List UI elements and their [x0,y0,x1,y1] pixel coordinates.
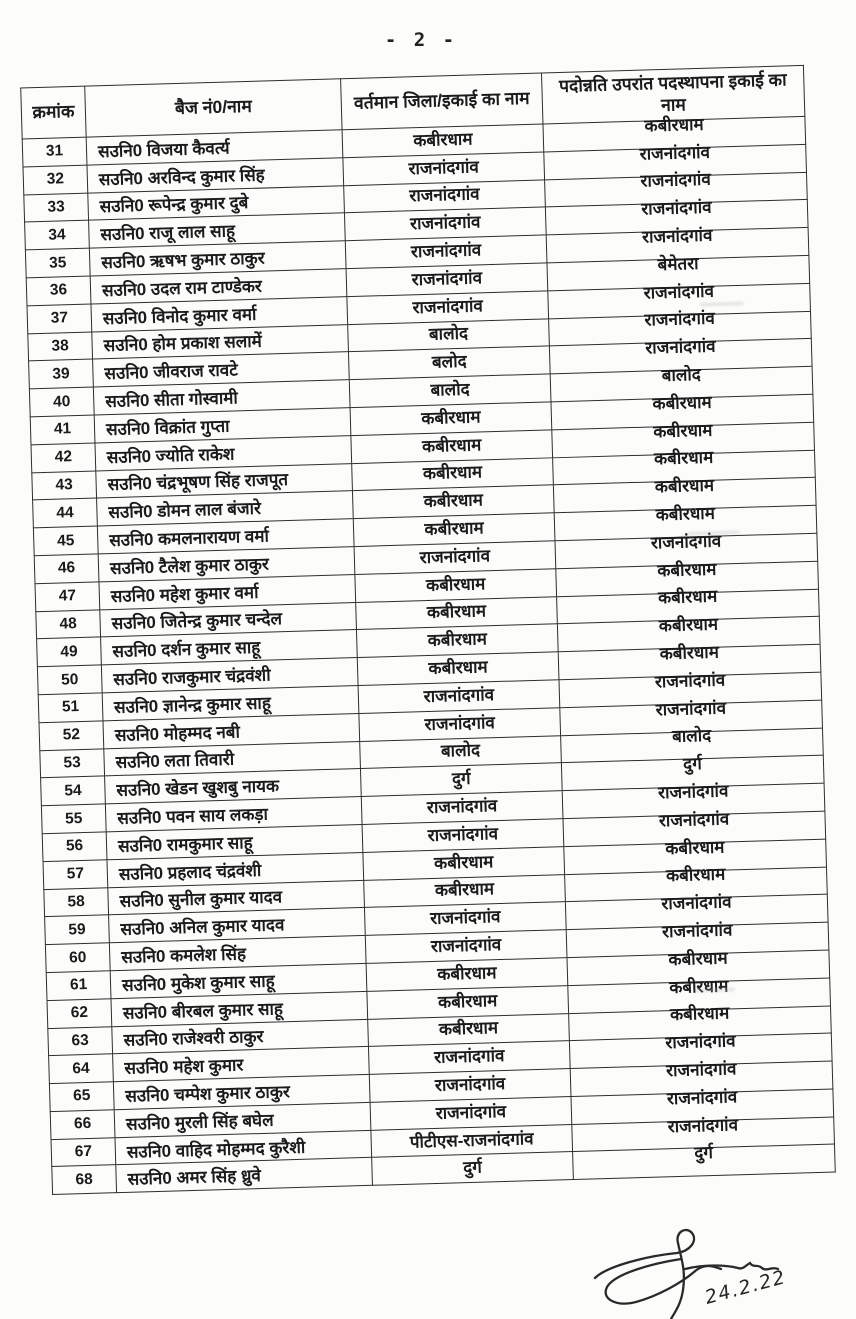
name-cell-text: सउनि0 महेश कुमार वर्मा [110,582,259,606]
name-cell-text: सउनि0 ऋषभ कुमार ठाकुर [101,248,265,273]
posting-unit-cell-text: राजनांदगांव [658,809,730,831]
posting-unit-cell-text: बेमेतरा [657,253,699,275]
page-number: - 2 - [384,29,458,51]
current-unit-cell-text: कबीरधाम [437,990,498,1012]
serial-cell [41,776,106,806]
name-cell-text: सउनि0 अमर सिंह ध्रुवे [127,1166,262,1190]
serial-cell [44,887,109,917]
current-unit-cell-text: पीटीएस-राजनांदगांव [409,1128,534,1152]
name-cell-text: सउनि0 डोमन लाल बंजारे [108,498,262,523]
serial-cell [23,165,88,195]
serial-cell-text: 46 [57,559,76,577]
serial-cell [24,193,89,223]
serial-cell [39,721,104,751]
serial-cell-text: 66 [73,1115,92,1133]
posting-unit-cell-text: राजनांदगांव [655,698,727,720]
serial-cell-text: 40 [52,392,71,411]
posting-unit-cell-text: कबीरधाम [654,475,715,497]
serial-cell [40,748,105,778]
posting-unit-cell-text: कबीरधाम [653,420,713,442]
serial-cell [36,609,101,639]
serial-cell-text: 35 [48,253,67,272]
serial-cell-text: 48 [59,615,78,633]
name-cell-text: सउनि0 अरविन्द कुमार सिंह [98,165,265,189]
serial-cell-text: 38 [51,337,70,355]
name-cell-text: सउनि0 रूपेन्द्र कुमार दुबे [99,193,249,217]
posting-unit-cell-text: राजनांदगांव [640,170,712,192]
current-unit-cell-text: राजनांदगांव [409,184,480,206]
current-unit-cell-text: कबीरधाम [424,518,484,540]
serial-cell [37,637,102,667]
serial-cell [30,415,95,445]
serial-cell [51,1137,116,1167]
current-unit-cell-text: राजनांदगांव [424,712,496,734]
header-badge-name: बैज नं0/नाम [85,79,342,137]
name-cell-text: सउनि0 महेश कुमार [124,1055,244,1079]
current-unit-cell-text: राजनांदगांव [411,268,483,290]
posting-unit-cell-text: राजनांदगांव [654,670,726,692]
serial-cell [31,443,96,473]
current-unit-cell-text: कबीरधाम [437,962,497,984]
serial-cell-text: 31 [45,142,64,161]
name-cell-text: सउनि0 कमलेश सिंह [121,944,247,967]
posting-unit-cell-text: कबीरधाम [657,587,718,608]
posting-unit-cell-text: राजनांदगांव [657,781,729,803]
posting-unit-cell-text: कबीरधाम [659,642,720,664]
current-unit-cell [372,1152,574,1186]
serial-cell-text: 63 [71,1031,90,1050]
serial-cell-text: 68 [75,1170,94,1189]
posting-unit-cell-text: राजनांदगांव [643,281,715,303]
serial-cell [25,248,90,278]
posting-unit-cell-text: कबीरधाम [657,559,717,580]
current-unit-cell-text: राजनांदगांव [426,796,498,818]
serial-cell-text: 33 [47,198,66,216]
serial-cell [49,1054,114,1084]
name-cell-text: सउनि0 पवन साय लकड़ा [117,804,269,829]
promotion-posting-table [20,65,835,1195]
name-cell-text: सउनि0 जितेन्द्र कुमार चन्देल [111,609,283,634]
serial-cell-text: 37 [50,309,69,327]
posting-unit-cell-text: राजनांदगांव [650,531,722,553]
serial-cell [28,332,93,362]
posting-unit-cell-text: राजनांदगांव [667,1114,739,1136]
current-unit-cell-text: कबीरधाम [423,490,484,512]
current-unit-cell-text: कबीरधाम [433,851,494,873]
posting-unit-cell-text: राजनांदगांव [644,309,716,331]
serial-cell-text: 51 [61,698,80,716]
name-cell-text: सउनि0 उदल राम टाण्डेकर [101,276,263,301]
serial-cell-text: 67 [74,1142,93,1161]
name-cell-text: सउनि0 लता तिवारी [115,750,235,773]
current-unit-cell-text: कबीरधाम [434,879,495,901]
name-cell-text: सउनि0 सुनील कुमार यादव [119,887,283,912]
current-unit-cell-text: कबीरधाम [438,1018,499,1040]
serial-cell-text: 34 [48,226,66,244]
serial-cell [50,1110,115,1140]
name-cell-text: सउनि0 राजू लाल साहू [100,221,236,245]
posting-unit-cell-text: कबीरधाम [668,948,728,969]
current-unit-cell-text: बालोद [430,379,470,400]
name-cell-text: सउनि0 खेडन खुशबु नायक [116,776,280,801]
serial-cell-text: 54 [64,781,82,800]
signature-date: 24.2.22 [702,1266,789,1309]
posting-unit-cell-text: राजनांदगांव [665,1031,736,1053]
serial-cell-text: 58 [67,892,86,911]
serial-cell [45,915,110,945]
signature-mark [585,1228,840,1319]
name-cell [116,1158,373,1193]
serial-cell-text: 57 [66,865,85,883]
posting-unit-cell-text: राजनांदगांव [665,1059,737,1081]
name-cell-text: सउनि0 मोहम्मद नबी [114,722,241,745]
posting-unit-cell-text: बालोद [671,726,712,747]
name-cell-text: सउनि0 अनिल कुमार यादव [120,915,285,940]
current-unit-cell-text: राजनांदगांव [435,1101,507,1123]
serial-cell-text: 41 [53,420,72,439]
current-unit-cell-text: बालोद [440,740,481,762]
serial-cell [46,971,111,1001]
serial-cell [27,304,92,334]
serial-cell [48,1026,113,1056]
current-unit-cell-text: राजनांदगांव [419,546,491,568]
serial-cell-text: 45 [56,531,75,550]
posting-unit-cell-text: राजनांदगांव [639,142,711,164]
serial-cell [29,387,94,417]
name-cell-text: सउनि0 विक्रांत गुप्ता [105,416,230,440]
name-cell-text: सउनि0 कमलनारायण वर्मा [109,526,270,551]
posting-unit-cell-text: कबीरधाम [644,114,704,136]
serial-cell-text: 53 [63,753,82,772]
name-cell-text: सउनि0 चम्पेश कुमार ठाकुर [125,1082,291,1106]
serial-cell [45,943,110,973]
current-unit-cell-text: कबीरधाम [421,435,482,456]
posting-unit-cell-text: दुर्ग [694,1143,714,1163]
current-unit-cell-text: दुर्ग [451,769,471,789]
serial-cell-text: 36 [49,281,68,300]
posting-unit-cell-text: राजनांदगांव [661,892,732,914]
serial-cell [38,693,103,723]
serial-cell [41,804,106,834]
current-unit-cell-text: कबीरधाम [421,407,481,428]
current-unit-cell-text: कबीरधाम [422,462,483,484]
serial-cell-text: 65 [72,1087,91,1105]
serial-cell [22,137,87,167]
serial-cell [33,498,98,528]
current-unit-cell-text: बलोद [431,352,467,373]
serial-cell-text: 52 [62,726,81,744]
current-unit-cell-text: कबीरधाम [413,129,473,151]
serial-cell-text: 42 [54,448,73,466]
serial-cell [49,1082,114,1112]
posting-unit-cell-text: कबीरधाम [655,503,716,525]
name-cell-text: सउनि0 वाहिद मोहम्मद कुरैशी [126,1137,306,1162]
current-unit-cell-text: बालोद [428,324,469,345]
table-body [22,116,835,1194]
posting-unit-cell-text: दुर्ग [682,754,703,774]
current-unit-cell-text: राजनांदगांव [433,1046,505,1068]
current-unit-cell-text: राजनांदगांव [408,157,480,179]
serial-cell [25,220,90,250]
serial-cell-text: 49 [60,642,78,661]
serial-cell [35,582,100,612]
current-unit-cell-text: राजनांदगांव [410,240,482,262]
current-unit-cell-text: कबीरधाम [426,601,487,623]
serial-cell [37,665,102,695]
posting-unit-cell-text: कबीरधाम [669,1003,730,1025]
serial-cell-text: 44 [56,503,74,522]
name-cell-text: सउनि0 राजकुमार चंद्रवंशी [113,665,271,690]
serial-cell [42,832,107,862]
serial-cell-text: 64 [72,1059,90,1078]
name-cell-text: सउनि0 ज्ञानेन्द्र कुमार साहू [113,693,272,717]
posting-unit-cell-text: राजनांदगांव [641,225,713,247]
serial-cell-text: 47 [58,587,77,605]
name-cell-text: सउनि0 विजया कैवर्त्य [97,138,230,162]
serial-cell-text: 62 [70,1004,89,1022]
current-unit-cell-text: दुर्ग [462,1158,483,1178]
header-posting-unit: पदोन्नति उपरांत पदस्थापना इकाई का नाम [542,65,805,124]
serial-cell [33,526,98,556]
posting-unit-cell-text: बालोद [661,365,702,386]
name-cell-text: सउनि0 दर्शन कुमार साहू [112,638,261,662]
serial-cell-text: 61 [69,976,88,994]
serial-cell-text: 32 [46,170,65,188]
posting-unit-cell-text: कबीरधाम [653,448,714,469]
serial-cell [43,860,108,890]
name-cell-text: सउनि0 बीरबल कुमार साहू [122,998,284,1023]
name-cell-text: सउनि0 मुरली सिंह बघेल [125,1110,274,1134]
name-cell-text: सउनि0 विनोद कुमार वर्मा [102,304,257,328]
current-unit-cell-text: राजनांदगांव [412,295,484,317]
serial-cell-text: 55 [64,809,83,828]
serial-cell [26,276,91,306]
header-current-unit: वर्तमान जिला/इकाई का नाम [341,73,543,130]
current-unit-cell-text: कबीरधाम [428,657,488,679]
posting-unit-cell-text: कबीरधाम [658,614,719,636]
current-unit-cell-text: राजनांदगांव [434,1073,506,1095]
posting-unit-cell-text: राजनांदगांव [641,197,712,219]
current-unit-cell-text: राजनांदगांव [427,823,499,845]
current-unit-cell-text: राजनांदगांव [429,907,501,929]
serial-cell [29,359,94,389]
posting-unit-cell-text: राजनांदगांव [666,1087,738,1109]
serial-cell-text: 56 [65,837,84,855]
serial-cell [47,998,112,1028]
posting-unit-cell-text: राजनांदगांव [661,920,733,942]
current-unit-cell-text: राजनांदगांव [423,684,495,706]
serial-cell [52,1165,117,1195]
serial-cell-text: 50 [60,670,79,689]
posting-unit-cell-text: कबीरधाम [669,976,729,997]
serial-cell [32,471,97,501]
posting-unit-cell-text: कबीरधाम [665,864,726,886]
current-unit-cell-text: कबीरधाम [427,629,488,651]
name-cell-text: सउनि0 ज्योति राकेश [106,444,235,467]
posting-unit-cell-text: राजनांदगांव [645,336,716,358]
serial-cell-text: 39 [52,364,70,383]
posting-unit-cell-text: कबीरधाम [652,392,712,414]
serial-cell-text: 43 [55,476,74,494]
serial-cell-text: 60 [68,948,87,966]
name-cell-text: सउनि0 सीता गोस्वामी [105,388,239,412]
name-cell-text: सउनि0 चंद्रभूषण सिंह राजपूत [107,470,289,495]
name-cell-text: सउनि0 रामकुमार साहू [117,832,253,856]
name-cell-text: सउनि0 प्रहलाद चंद्रवंशी [118,860,262,884]
name-cell-text: सउनि0 जीवराज रावटे [104,360,239,384]
name-cell-text: सउनि0 राजेश्वरी ठाकुर [123,1027,264,1051]
current-unit-cell-text: राजनांदगांव [409,212,481,234]
serial-cell [34,554,99,584]
header-serial-no: क्रमांक [21,86,86,139]
serial-cell-text: 59 [68,920,86,939]
name-cell-text: सउनि0 होम प्रकाश सलामें [103,332,263,356]
current-unit-cell-text: कबीरधाम [425,573,486,595]
name-cell-text: सउनि0 टैलेश कुमार ठाकुर [109,554,270,578]
current-unit-cell-text: राजनांदगांव [430,935,502,957]
name-cell-text: सउनि0 मुकेश कुमार साहू [121,971,275,995]
posting-unit-cell-text: कबीरधाम [665,837,725,858]
